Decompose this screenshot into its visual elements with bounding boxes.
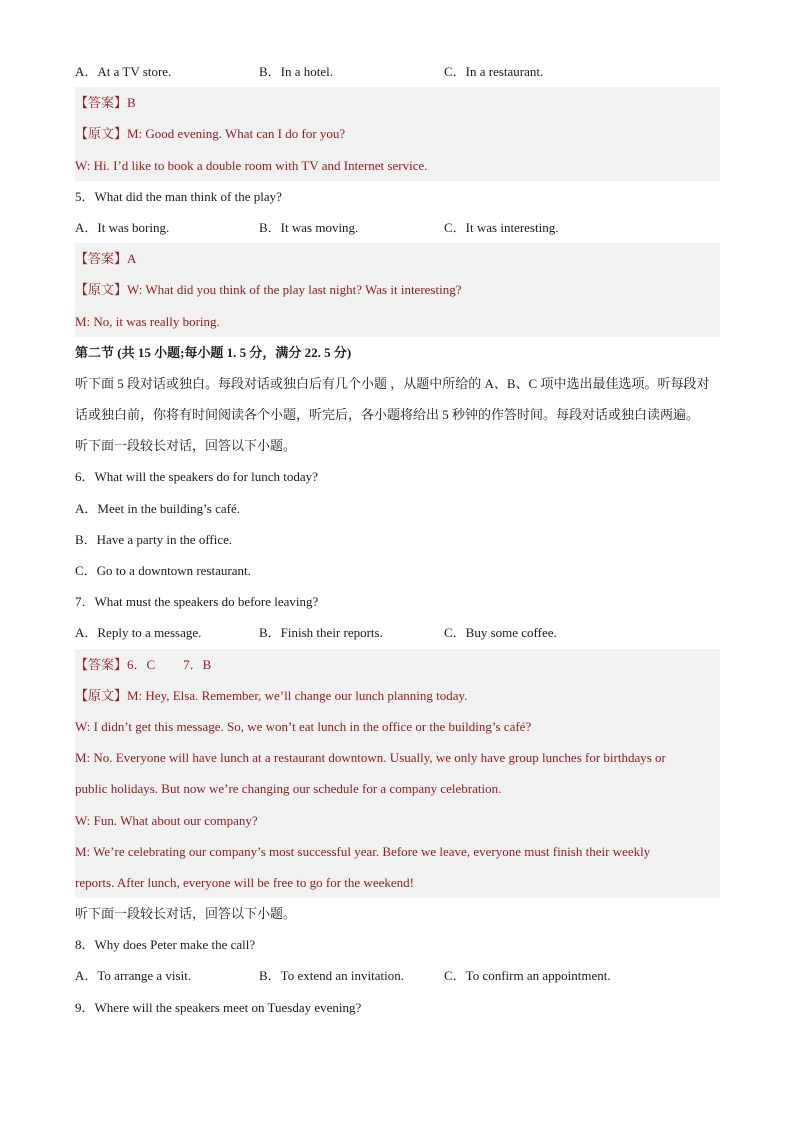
q4-option-b: B．In a hotel. <box>259 64 334 79</box>
q5-answer: 【答案】A <box>75 243 720 274</box>
q6-7-script-line: 【原文】M: Hey, Elsa. Remember, we’ll change our lunch planning today. <box>75 680 720 711</box>
q6-7-script-line: M: We’re celebrating our company’s most successful year. Before we leave, everyone must finish their weekly <box>75 836 720 867</box>
q5-option-b: B．It was moving. <box>259 219 359 235</box>
q4-options <box>75 56 720 87</box>
q5-option-c: C．It was interesting. <box>444 219 559 235</box>
q6-7-script-line: W: Fun. What about our company? <box>75 805 720 836</box>
q6-stem: 6．What will the speakers do for lunch today? <box>75 469 318 485</box>
q6-7-answer <box>75 649 720 680</box>
q6-7-script-line: public holidays. But now we’re changing our schedule for a company celebration. <box>75 773 720 804</box>
section-instruction: 听下面 5 段对话或独白。每段对话或独白后有几个小题 ，从题中所给的 A、B、C 项中选出最佳选项。听每段对话或独白前，你将有时间阅读各个小题，听完后，各小题将给出 5 秒钟的作答时间。每段对话或独白读两遍。 <box>75 375 710 423</box>
q6-7-script-line: M: No. Everyone will have lunch at a restaurant downtown. Usually, we only have group lunches for birthdays or <box>75 742 720 773</box>
q5-options <box>75 212 720 243</box>
q4-script-line: 【原文】M: Good evening. What can I do for you? <box>75 118 720 149</box>
q4-option-c: C．In a restaurant. <box>444 64 544 79</box>
q7-stem: 7．What must the speakers do before leaving? <box>75 594 319 610</box>
q6-7-script-line: W: I didn’t get this message. So, we won’t eat lunch in the office or the building’s café? <box>75 711 720 742</box>
q5-stem: 5．What did the man think of the play? <box>75 188 282 204</box>
q6-option-c: C．Go to a downtown restaurant. <box>75 563 251 579</box>
section-title: 第二节 (共 15 小题;每小题 1. 5 分，满分 22. 5 分) <box>75 344 352 360</box>
q7-answer: 7．B <box>183 656 212 672</box>
exam-page <box>75 56 720 1023</box>
q5-script-line: M: No, it was really boring. <box>75 306 720 337</box>
q7-options <box>75 617 720 648</box>
q6-answer: 【答案】6．C <box>75 656 156 672</box>
q7-option-b: B．Finish their reports. <box>259 625 383 641</box>
q5-script-line: 【原文】W: What did you think of the play last night? Was it interesting? <box>75 274 720 305</box>
q4-script-line: W: Hi. I’d like to book a double room with TV and Internet service. <box>75 150 720 181</box>
q9-stem: 9．Where will the speakers meet on Tuesday evening? <box>75 999 362 1015</box>
q7-option-a: A．Reply to a message. <box>75 625 202 641</box>
q6-7-script-line: reports. After lunch, everyone will be free to go for the weekend! <box>75 867 720 898</box>
q8-stem: 8．Why does Peter make the call? <box>75 937 256 953</box>
q5-option-a: A．It was boring. <box>75 219 170 235</box>
dialog-intro: 听下面一段较长对话，回答以下小题。 <box>75 906 297 922</box>
q8-options <box>75 960 720 991</box>
q6-option-a: A．Meet in the building’s café. <box>75 500 240 516</box>
q8-option-c: C．To confirm an appointment. <box>444 968 611 984</box>
q4-answer: 【答案】B <box>75 87 720 118</box>
q6-option-b: B．Have a party in the office. <box>75 531 233 547</box>
q8-option-a: A．To arrange a visit. <box>75 968 192 984</box>
q7-option-c: C．Buy some coffee. <box>444 625 557 641</box>
q8-option-b: B．To extend an invitation. <box>259 968 404 984</box>
q4-option-a: A．At a TV store. <box>75 64 172 79</box>
dialog-intro: 听下面一段较长对话，回答以下小题。 <box>75 438 297 454</box>
